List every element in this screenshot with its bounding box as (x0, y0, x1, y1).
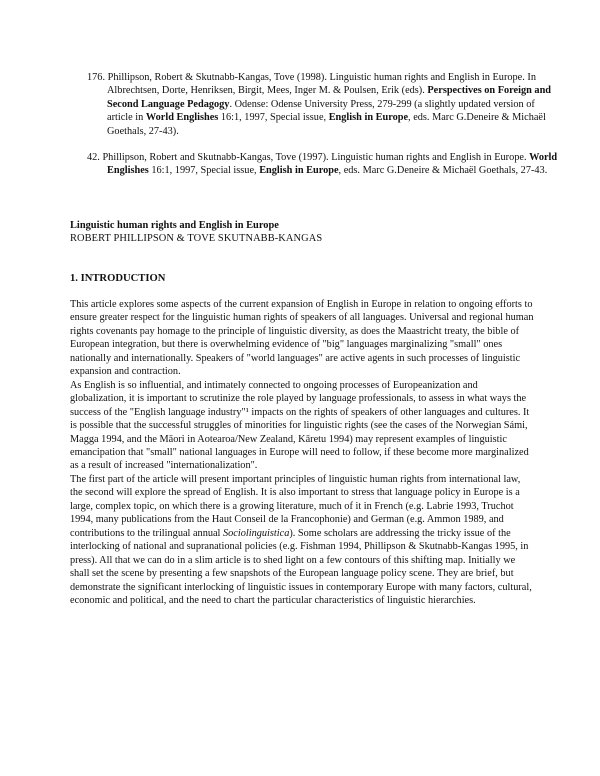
journal-title-italic: Sociolinguistica (223, 527, 290, 539)
paragraph: As English is so influential, and intimately connected to ongoing processes of Europeanization and globalization, it is important to scrutinize the role played by language professionals, to assess in what ways the success of the "English language industry"¹ impacts on the rights of speakers of other languages and cultures. It is possible that the successful struggles of minorities for linguistic rights (see the cases of the Norwegian Sámi, Magga 1994, and the Māori in Aotearoa/New Zealand, Kāretu 1994) may represent examples of linguistic emancipation that "small" national languages in Europe will need to follow, if these become more marginalized as a result of increased "internationalization". (70, 379, 530, 472)
paragraph (70, 473, 534, 608)
section-heading: 1. INTRODUCTION (70, 273, 166, 284)
reference-text: 16:1, 1997, Special issue, (218, 112, 329, 124)
article-authors: ROBERT PHILLIPSON & TOVE SKUTNABB-KANGAS (70, 233, 323, 244)
reference-text: 16:1, 1997, Special issue, (148, 165, 260, 177)
body-text (70, 298, 534, 607)
reference-entry (87, 151, 559, 178)
reference-number: 42. (87, 152, 100, 163)
reference-issue-title: English in Europe (328, 112, 409, 124)
reference-entry (87, 71, 559, 138)
paragraph-text: ). Some scholars are addressing the tricky issue of the interlocking of national and supranational policies (e.g. Fishman 1994, Phillipson & Skutnabb-Kangas 1995, in press). All that we can do in a slim article is to shed light on a few contours of this shifting map. Initially we shall set the scene by presenting a few snapshots of the European language policy scene. They are brief, but demonstrate the significant interlocking of linguistic issues in contemporary Europe with many factors, cultural, economic and political, and the need to chart the particular characteristics of linguistic hierarchies. (70, 527, 532, 606)
article-title: Linguistic human rights and English in Europe (70, 220, 279, 231)
reference-text: . Odense: Odense University Press, 279-299 (a slightly updated version of article in (107, 98, 535, 124)
reference-book-title: Perspectives on Foreign and Second Language Pedagogy (107, 85, 552, 110)
paragraph-text: The first part of the article will present important principles of linguistic human rights from international law, the second will explore the spread of English. It is also important to stress that language policy in Europe is a large, complex topic, on which there is a growing literature, much of it in French (e.g. Labrie 1993, Truchot 1994, many publications from the Haut Conseil de la Francophonie) and German (e.g. Ammon 1989, and contributions to the trilingual annual (70, 473, 521, 539)
reference-journal-title: World Englishes (107, 152, 558, 177)
reference-text: Phillipson, Robert and Skutnabb-Kangas, Tove (1997). Linguistic human rights and English in Europe. (102, 152, 530, 163)
reference-text: , eds. Marc G.Deneire & Michaël Goethals, 27-43. (338, 165, 548, 177)
reference-issue-title: English in Europe (259, 165, 339, 177)
reference-journal-title: World Englishes (145, 112, 219, 124)
paragraph: This article explores some aspects of the current expansion of English in Europe in relation to ongoing efforts to ensure greater respect for the linguistic human rights of speakers of all languages. Universal and regional human rights covenants pay homage to the principle of linguistic diversity, as does the Maastricht treaty, the bible of European integration, but there is overwhelming evidence of "big" languages marginalizing "small" ones nationally and internationally. Speakers of "world languages" are active agents in such processes of linguistic expansion and contraction. (70, 299, 534, 378)
reference-text: , eds. Marc G.Deneire & Michaël Goethals, 27-43). (107, 112, 546, 137)
reference-number: 176. (87, 72, 106, 83)
reference-text: Phillipson, Robert & Skutnabb-Kangas, Tove (1998). Linguistic human rights and English in Europe. In Albrechtsen, Dorte, Henriksen, Birgit, Mees, Inger M. & Poulsen, Erik (eds). (107, 72, 536, 97)
